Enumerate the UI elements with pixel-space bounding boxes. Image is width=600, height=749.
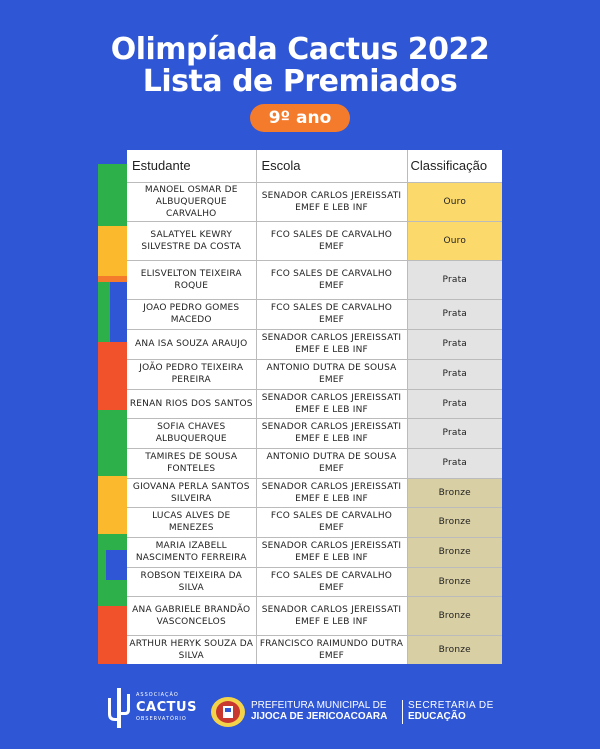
student-name: SALATYEL KEWRY SILVESTRE DA COSTA [127,221,256,260]
table-row [127,329,502,359]
school-name: SENADOR CARLOS JEREISSATI EMEF E LEB INF [256,182,407,221]
student-name: TAMIRES DE SOUSA FONTELES [127,448,256,478]
table-header-row [127,150,502,182]
award-cell: Bronze [407,507,502,537]
award-cell: Prata [407,389,502,418]
table-row [127,635,502,664]
prefecture-line-2: JIJOCA DE JERICOACOARA [251,711,388,722]
footer [0,680,600,740]
award-cell: Prata [407,418,502,448]
student-name: ROBSON TEIXEIRA DA SILVA [127,567,256,596]
table-row [127,260,502,299]
award-cell: Bronze [407,567,502,596]
page-title [0,34,600,98]
award-cell: Prata [407,260,502,299]
cactus-logo-icon [104,684,134,734]
award-cell: Bronze [407,596,502,635]
student-name: ELISVELTON TEIXEIRA ROQUE [127,260,256,299]
student-name: MARIA IZABELL NASCIMENTO FERREIRA [127,537,256,567]
award-cell: Prata [407,359,502,389]
cactus-name: CACTUS [136,700,197,715]
cactus-subtitle: OBSERVATÓRIO [136,716,187,722]
table-row [127,221,502,260]
school-name: ANTONIO DUTRA DE SOUSA EMEF [256,359,407,389]
school-name: SENADOR CARLOS JEREISSATI EMEF E LEB INF [256,478,407,507]
award-cell: Prata [407,448,502,478]
school-name: FCO SALES DE CARVALHO EMEF [256,567,407,596]
student-name: LUCAS ALVES DE MENEZES [127,507,256,537]
student-name: JOÃO PEDRO TEIXEIRA PEREIRA [127,359,256,389]
table-row [127,478,502,507]
column-header-school: Escola [256,150,407,182]
secretariat-line-1: SECRETARIA DE [408,700,494,711]
student-name: RENAN RIOS DOS SANTOS [127,389,256,418]
school-name: SENADOR CARLOS JEREISSATI EMEF E LEB INF [256,329,407,359]
table-row [127,567,502,596]
city-seal-icon [210,696,246,728]
school-name: FCO SALES DE CARVALHO EMEF [256,221,407,260]
award-cell: Bronze [407,635,502,664]
award-cell: Bronze [407,537,502,567]
school-name: SENADOR CARLOS JEREISSATI EMEF E LEB INF [256,389,407,418]
table-row [127,448,502,478]
table-row [127,537,502,567]
student-name: GIOVANA PERLA SANTOS SILVEIRA [127,478,256,507]
awards-table [127,150,502,664]
student-name: ANA ISA SOUZA ARAUJO [127,329,256,359]
awards-panel [98,150,502,664]
award-cell: Prata [407,299,502,329]
award-cell: Bronze [407,478,502,507]
cactus-association-label: ASSOCIAÇÃO [136,692,179,698]
column-header-student: Estudante [127,150,256,182]
table-row [127,182,502,221]
title-line-1: Olimpíada Cactus 2022 [110,32,490,67]
school-name: ANTONIO DUTRA DE SOUSA EMEF [256,448,407,478]
table-row [127,418,502,448]
school-name: FCO SALES DE CARVALHO EMEF [256,507,407,537]
table-row [127,596,502,635]
student-name: ANA GABRIELE BRANDÃO VASCONCELOS [127,596,256,635]
title-line-2: Lista de Premiados [142,64,458,99]
footer-divider [402,700,403,724]
student-name: ARTHUR HERYK SOUZA DA SILVA [127,635,256,664]
column-header-classification: Classificação [407,150,502,182]
school-name: FRANCISCO RAIMUNDO DUTRA EMEF [256,635,407,664]
prefecture-line-1: PREFEITURA MUNICIPAL DE [251,700,387,711]
school-name: FCO SALES DE CARVALHO EMEF [256,260,407,299]
grade-badge: 9º ano [250,104,350,132]
table-row [127,507,502,537]
award-cell: Ouro [407,221,502,260]
secretariat-line-2: EDUCAÇÃO [408,711,466,722]
decorative-stripe [98,150,127,664]
school-name: SENADOR CARLOS JEREISSATI EMEF E LEB INF [256,418,407,448]
student-name: SOFIA CHAVES ALBUQUERQUE [127,418,256,448]
award-cell: Prata [407,329,502,359]
school-name: SENADOR CARLOS JEREISSATI EMEF E LEB INF [256,537,407,567]
table-row [127,389,502,418]
school-name: FCO SALES DE CARVALHO EMEF [256,299,407,329]
student-name: JOAO PEDRO GOMES MACEDO [127,299,256,329]
table-row [127,299,502,329]
award-cell: Ouro [407,182,502,221]
student-name: MANOEL OSMAR DE ALBUQUERQUE CARVALHO [127,182,256,221]
table-row [127,359,502,389]
school-name: SENADOR CARLOS JEREISSATI EMEF E LEB INF [256,596,407,635]
